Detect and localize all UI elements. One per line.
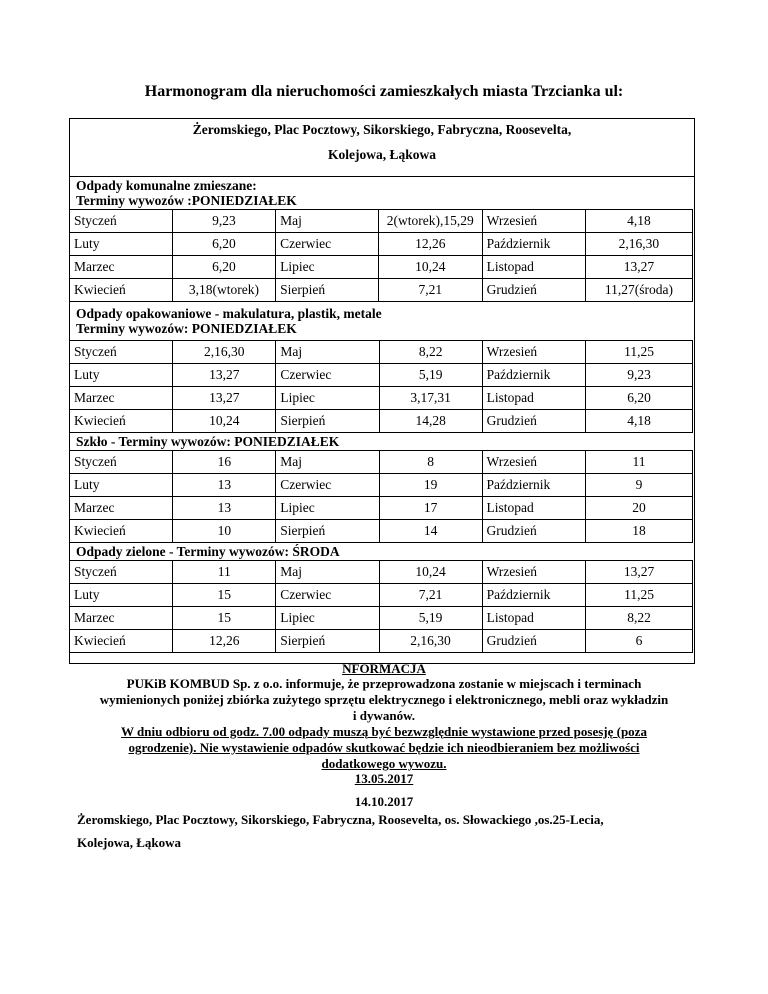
cell-dates-a: 12,26 (173, 630, 276, 653)
cell-month-b: Czerwiec (276, 233, 379, 256)
cell-dates-b: 8,22 (379, 341, 482, 364)
cell-month-a: Styczeń (70, 341, 173, 364)
cell-dates-b: 12,26 (378, 233, 482, 256)
cell-dates-b: 14 (379, 520, 482, 543)
cell-month-a: Styczeń (70, 210, 173, 233)
section-title-packaging: Odpady opakowaniowe - makulatura, plastik, metale (76, 306, 382, 321)
cell-dates-a: 6,20 (172, 233, 275, 256)
page-title: Harmonogram dla nieruchomości zamieszkałych miasta Trzcianka ul: (144, 83, 624, 100)
cell-dates-b: 10,24 (379, 561, 482, 584)
info-heading: NFORMACJA (342, 661, 426, 676)
cell-month-c: Wrzesień (482, 561, 585, 584)
cell-month-b: Sierpień (276, 520, 379, 543)
info-line-5: ogrodzenie). Nie wystawienie odpadów skutkować będzie ich nieodbieraniem bez możliwości (128, 740, 640, 755)
cell-dates-c: 8,22 (586, 607, 693, 630)
table-row (70, 584, 693, 607)
table-row (70, 607, 693, 630)
cell-dates-c: 18 (586, 520, 693, 543)
table-row (70, 410, 693, 433)
section-subtitle-packaging: Terminy wywozów: PONIEDZIAŁEK (76, 321, 297, 336)
cell-dates-c: 13,27 (586, 561, 693, 584)
cell-dates-b: 5,19 (379, 364, 482, 387)
header-divider (70, 176, 694, 177)
cell-dates-a: 11 (173, 561, 276, 584)
cell-dates-b: 2(wtorek),15,29 (378, 210, 482, 233)
table-row (70, 387, 693, 410)
cell-month-c: Wrzesień (482, 210, 585, 233)
cell-dates-b: 8 (379, 451, 482, 474)
cell-month-b: Lipiec (276, 497, 379, 520)
schedule-table-packaging (69, 340, 693, 433)
cell-month-c: Wrzesień (482, 341, 585, 364)
info-line-4: W dniu odbioru od godz. 7.00 odpady muszą być bezwzględnie wystawione przed posesję (poza (121, 724, 647, 739)
cell-dates-c: 11,25 (586, 341, 693, 364)
schedule-table-green-waste (69, 560, 693, 653)
table-row (70, 630, 693, 653)
cell-month-b: Maj (276, 561, 379, 584)
cell-month-a: Luty (70, 364, 173, 387)
cell-dates-b: 5,19 (379, 607, 482, 630)
cell-dates-a: 3,18(wtorek) (172, 279, 275, 302)
cell-month-c: Październik (482, 474, 586, 497)
streets-line-2: Kolejowa, Łąkowa (328, 147, 436, 162)
footer-streets-line-2: Kolejowa, Łąkowa (77, 835, 181, 850)
cell-month-a: Marzec (70, 607, 173, 630)
cell-dates-a: 10 (173, 520, 276, 543)
table-row (70, 233, 693, 256)
collection-date-2: 14.10.2017 (354, 794, 414, 809)
cell-dates-c: 11 (586, 451, 693, 474)
cell-month-b: Maj (276, 451, 379, 474)
cell-month-a: Marzec (70, 256, 173, 279)
cell-dates-c: 4,18 (585, 210, 692, 233)
cell-month-b: Lipiec (276, 387, 379, 410)
cell-month-b: Sierpień (276, 630, 379, 653)
table-row (70, 451, 693, 474)
info-line-3: i dywanów. (352, 708, 416, 723)
cell-month-c: Wrzesień (482, 451, 586, 474)
table-row (70, 256, 693, 279)
table-row (70, 474, 693, 497)
cell-month-a: Styczeń (70, 451, 173, 474)
cell-month-b: Lipiec (276, 256, 379, 279)
cell-dates-b: 19 (379, 474, 482, 497)
schedule-table-mixed-waste (69, 209, 693, 302)
cell-month-c: Grudzień (482, 630, 585, 653)
streets-line-1: Żeromskiego, Plac Pocztowy, Sikorskiego, Fabryczna, Roosevelta, (192, 122, 572, 137)
cell-dates-a: 2,16,30 (173, 341, 276, 364)
cell-month-a: Luty (70, 233, 173, 256)
cell-month-b: Sierpień (276, 279, 379, 302)
table-row (70, 561, 693, 584)
table-row (70, 279, 693, 302)
cell-dates-c: 2,16,30 (585, 233, 692, 256)
table-row (70, 341, 693, 364)
cell-dates-a: 15 (173, 607, 276, 630)
info-line-2: wymienionych poniżej zbiórka zużytego sprzętu elektrycznego i elektronicznego, mebli oraz wykładzin (99, 692, 669, 707)
cell-dates-a: 13,27 (173, 387, 276, 410)
cell-month-c: Listopad (482, 256, 585, 279)
section-subtitle-mixed-waste: Terminy wywozów :PONIEDZIAŁEK (76, 193, 297, 208)
cell-dates-b: 14,28 (379, 410, 482, 433)
cell-dates-c: 6 (586, 630, 693, 653)
cell-dates-c: 4,18 (586, 410, 693, 433)
cell-dates-a: 16 (173, 451, 276, 474)
cell-dates-a: 6,20 (172, 256, 275, 279)
cell-dates-a: 9,23 (172, 210, 275, 233)
cell-month-c: Październik (482, 364, 585, 387)
schedule-frame (69, 118, 695, 664)
cell-dates-c: 11,27(środa) (585, 279, 692, 302)
cell-dates-c: 20 (586, 497, 693, 520)
cell-dates-c: 11,25 (586, 584, 693, 607)
cell-month-b: Czerwiec (276, 584, 379, 607)
cell-month-b: Lipiec (276, 607, 379, 630)
cell-month-b: Sierpień (276, 410, 379, 433)
section-title-green-waste: Odpady zielone - Terminy wywozów: ŚRODA (76, 544, 340, 559)
cell-month-b: Maj (276, 341, 379, 364)
cell-month-b: Czerwiec (276, 364, 379, 387)
cell-dates-c: 9,23 (586, 364, 693, 387)
collection-date-1: 13.05.2017 (354, 771, 414, 786)
cell-month-a: Kwiecień (70, 520, 173, 543)
table-row (70, 210, 693, 233)
table-row (70, 364, 693, 387)
cell-month-c: Grudzień (482, 279, 585, 302)
cell-dates-b: 17 (379, 497, 482, 520)
cell-month-a: Kwiecień (70, 279, 173, 302)
cell-month-c: Listopad (482, 387, 585, 410)
table-row (70, 520, 693, 543)
cell-month-a: Marzec (70, 387, 173, 410)
cell-month-a: Marzec (70, 497, 173, 520)
cell-month-c: Październik (482, 584, 585, 607)
info-line-1: PUKiB KOMBUD Sp. z o.o. informuje, że przeprowadzona zostanie w miejscach i terminach (126, 676, 642, 691)
footer-streets-line-1: Żeromskiego, Plac Pocztowy, Sikorskiego, Fabryczna, Roosevelta, os. Słowackiego ,os.25-Lecia, (77, 812, 604, 827)
cell-month-c: Grudzień (482, 410, 585, 433)
table-row (70, 497, 693, 520)
cell-month-a: Kwiecień (70, 630, 173, 653)
cell-month-c: Grudzień (482, 520, 586, 543)
cell-dates-c: 13,27 (585, 256, 692, 279)
cell-dates-c: 9 (586, 474, 693, 497)
info-line-6: dodatkowego wywozu. (321, 756, 447, 771)
cell-dates-a: 13,27 (173, 364, 276, 387)
cell-dates-a: 13 (173, 497, 276, 520)
cell-month-a: Luty (70, 584, 173, 607)
cell-dates-a: 13 (173, 474, 276, 497)
cell-dates-b: 2,16,30 (379, 630, 482, 653)
cell-month-c: Październik (482, 233, 585, 256)
schedule-table-glass (69, 450, 693, 543)
cell-dates-c: 6,20 (586, 387, 693, 410)
cell-month-a: Kwiecień (70, 410, 173, 433)
cell-dates-a: 15 (173, 584, 276, 607)
cell-dates-b: 3,17,31 (379, 387, 482, 410)
cell-month-c: Listopad (482, 497, 586, 520)
cell-month-b: Maj (276, 210, 379, 233)
section-title-mixed-waste: Odpady komunalne zmieszane: (76, 178, 257, 193)
cell-dates-a: 10,24 (173, 410, 276, 433)
cell-dates-b: 7,21 (378, 279, 482, 302)
cell-month-b: Czerwiec (276, 474, 379, 497)
cell-month-a: Luty (70, 474, 173, 497)
cell-dates-b: 7,21 (379, 584, 482, 607)
section-title-glass: Szkło - Terminy wywozów: PONIEDZIAŁEK (76, 434, 340, 449)
cell-dates-b: 10,24 (378, 256, 482, 279)
cell-month-c: Listopad (482, 607, 585, 630)
cell-month-a: Styczeń (70, 561, 173, 584)
